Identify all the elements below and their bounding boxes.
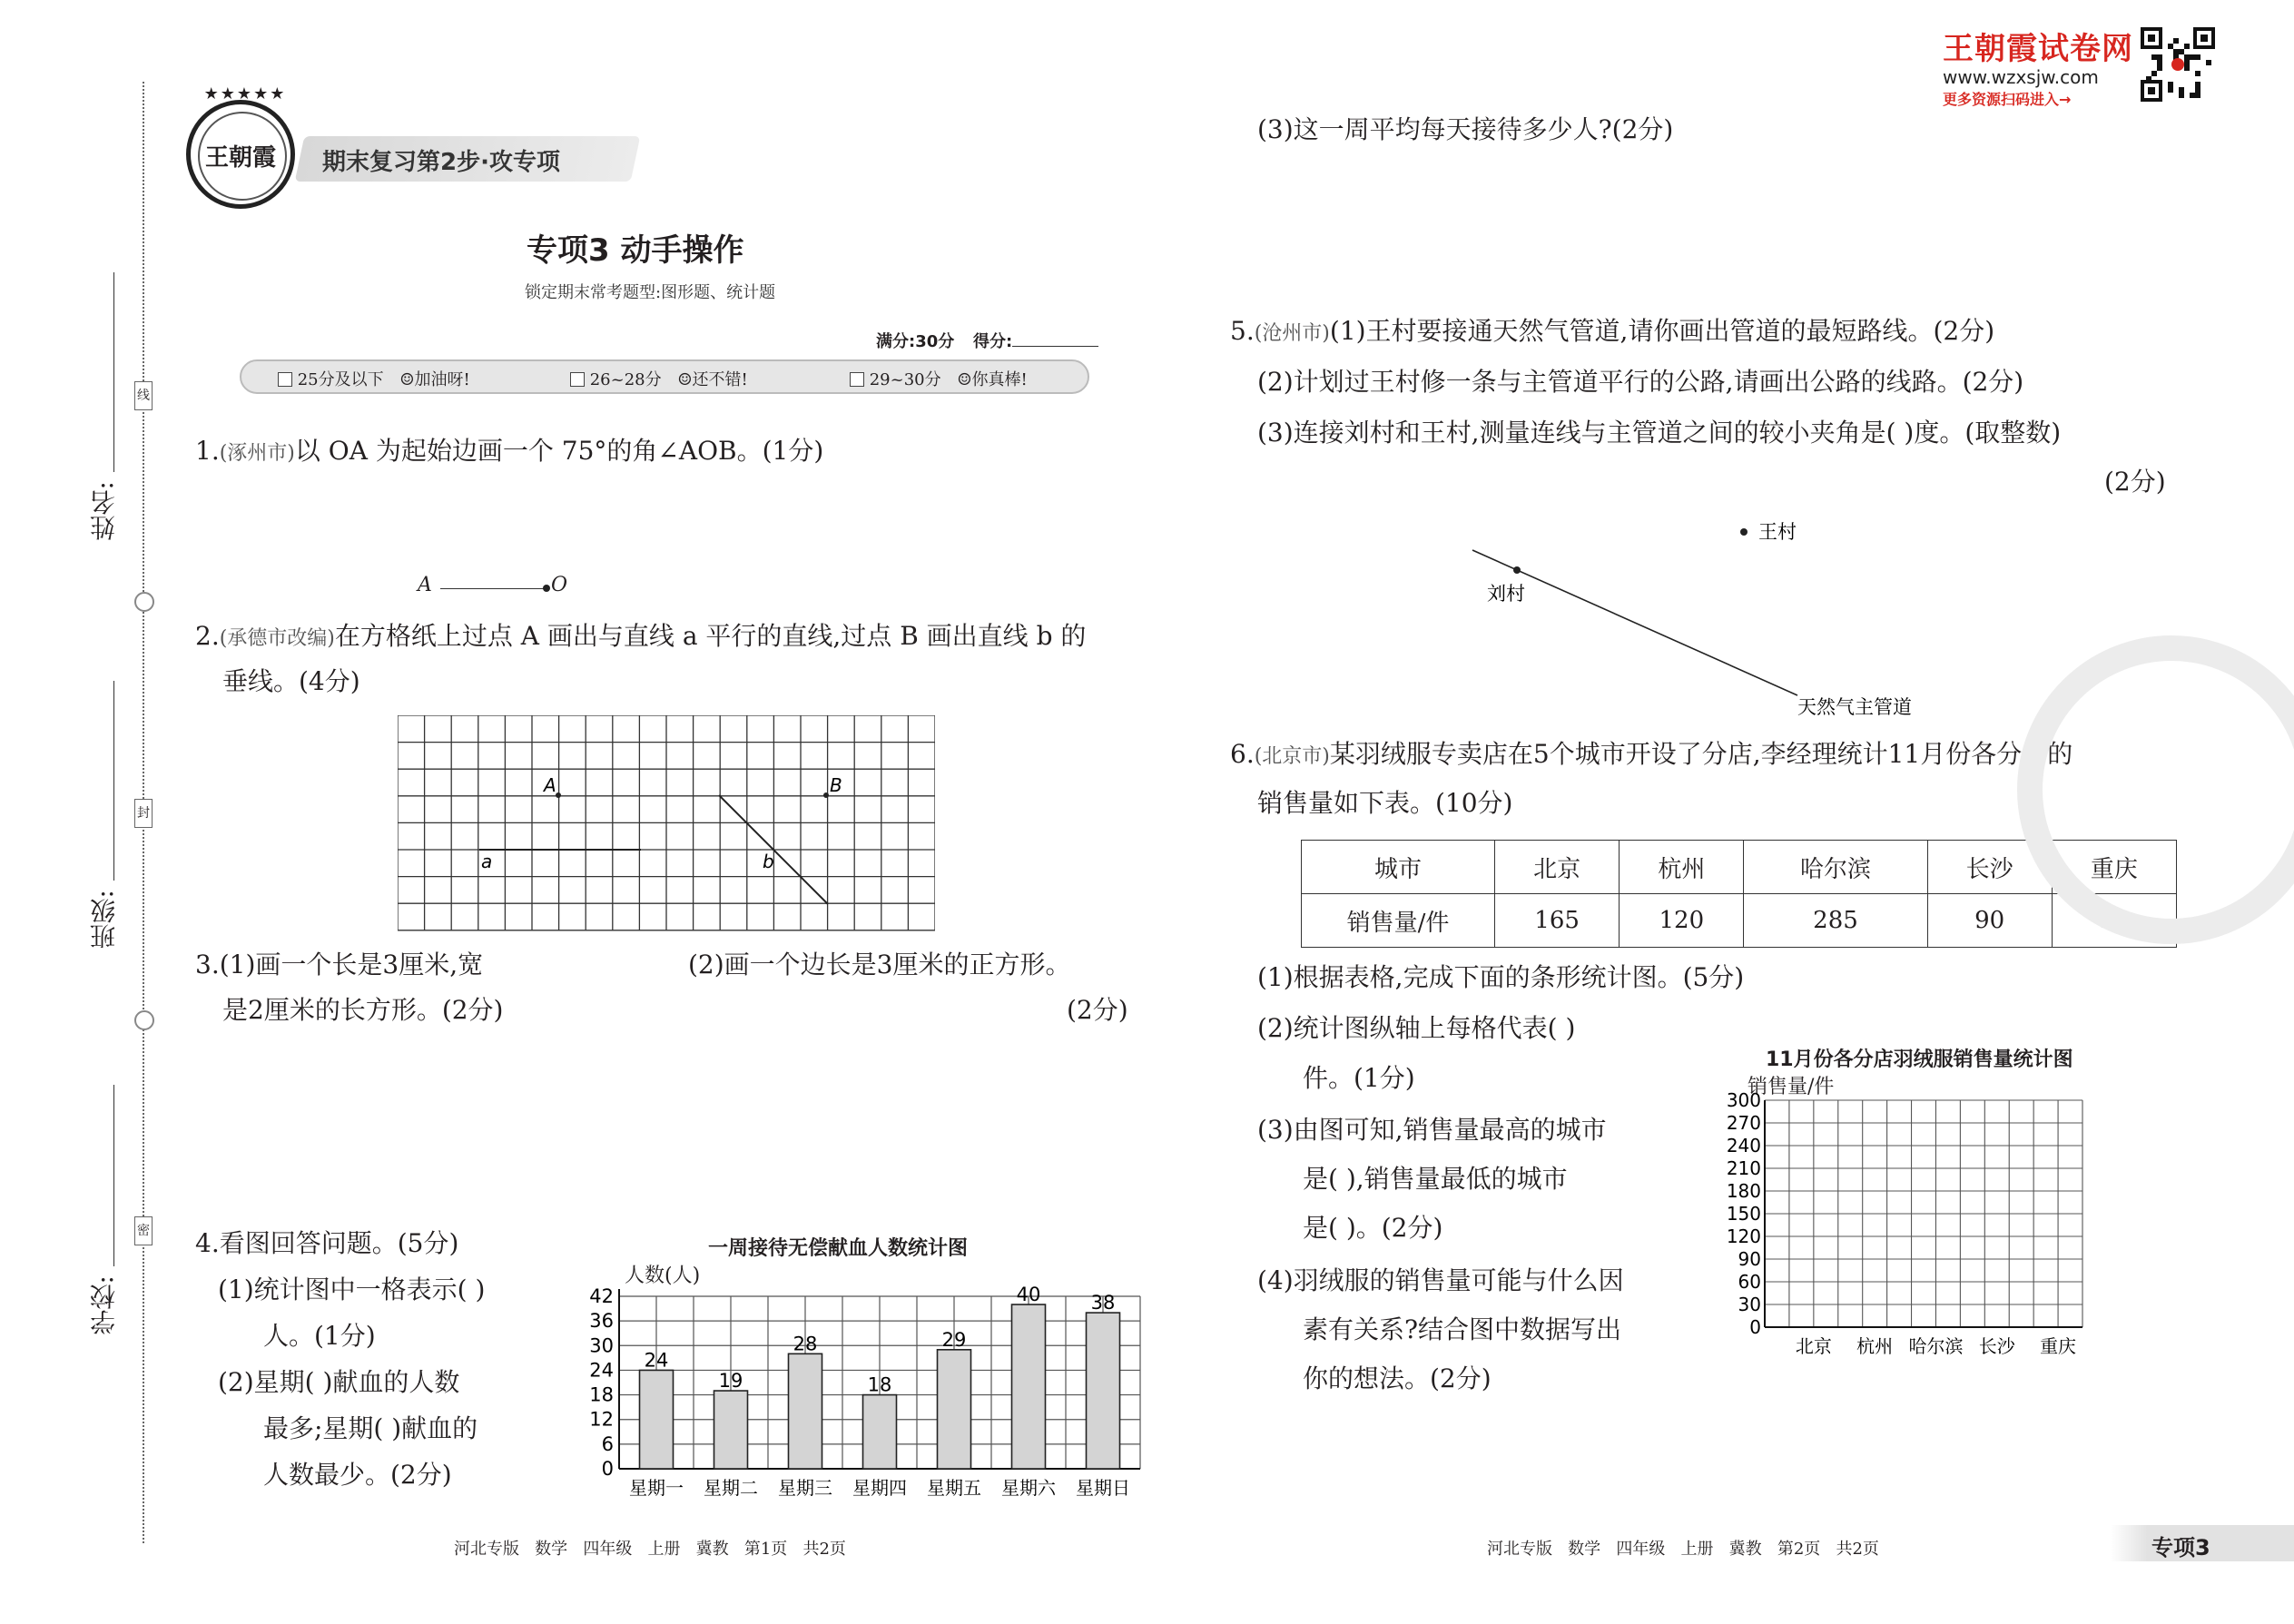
bar — [863, 1395, 897, 1469]
table-cell: 哈尔滨 — [1744, 841, 1927, 894]
y-tick-label: 36 — [589, 1310, 614, 1333]
question-4-sub1-line2: 人。(1分) — [263, 1321, 376, 1351]
wang-village-label: 王村 — [1758, 521, 1797, 543]
table-cell: 城市 — [1302, 841, 1495, 894]
question-4-sub2-line2: 最多;星期( )献血的 — [263, 1413, 478, 1443]
brand-scan-text: 更多资源扫码进入→ — [1943, 91, 2072, 108]
school-field[interactable] — [86, 1085, 119, 1375]
y-tick-label: 90 — [1738, 1248, 1761, 1270]
chart1-ylabel: 人数(人) — [625, 1265, 701, 1287]
footer-tab — [2111, 1525, 2294, 1561]
class-underline — [113, 681, 114, 881]
question-2: 2.(承德市改编)在方格纸上过点 A 画出与直线 a 平行的直线,过点 B 画出直线 b 的 — [195, 621, 1087, 651]
bar-value-label: 38 — [1090, 1292, 1116, 1314]
y-tick-label: 18 — [589, 1383, 614, 1406]
name-field[interactable] — [86, 272, 119, 563]
seal-marker: 封 — [134, 799, 153, 828]
y-tick-label: 270 — [1726, 1112, 1761, 1134]
brand-seal-logo: 王朝霞 ★★★★★ — [186, 100, 295, 209]
margin-dot — [134, 592, 154, 612]
table-cell: 285 — [1744, 894, 1927, 948]
class-label: 班级: — [89, 890, 119, 950]
question-3-part2: (2)画一个边长是3厘米的正方形。 — [688, 950, 1071, 979]
main-pipeline-line — [1472, 550, 1797, 695]
bar-value-label: 19 — [718, 1370, 743, 1393]
chart2-title: 11月份各分店羽绒服销售量统计图 — [1766, 1048, 2073, 1071]
chart1-title: 一周接待无偿献血人数统计图 — [708, 1237, 969, 1260]
smile-icon: ☺ — [957, 370, 972, 389]
bar — [789, 1353, 822, 1469]
chart2-ylabel: 销售量/件 — [1748, 1076, 1835, 1098]
question-6-sub1: (1)根据表格,完成下面的条形统计图。(5分) — [1257, 962, 1745, 992]
bar-value-label: 29 — [941, 1328, 967, 1351]
blood-donation-chart — [563, 1271, 1162, 1507]
question-5-sub3-score: (2分) — [2104, 467, 2166, 497]
table-cell: 北京 — [1495, 841, 1620, 894]
y-tick-label: 30 — [589, 1334, 614, 1357]
pipeline-label: 天然气主管道 — [1797, 696, 1912, 718]
question-6: 6.(北京市)某羽绒服专卖店在5个城市开设了分店,李经理统计11月份各分店的 — [1230, 739, 2073, 769]
question-2-line2: 垂线。(4分) — [222, 666, 360, 696]
question-4: 4.看图回答问题。(5分) — [195, 1228, 459, 1258]
table-cell: 重庆 — [2052, 841, 2176, 894]
question-6-sub3-line2: 是( ),销售量最低的城市 — [1303, 1164, 1568, 1194]
sales-bar-chart-grid[interactable] — [1689, 1089, 2142, 1362]
table-cell: 165 — [1495, 894, 1620, 948]
wang-village-point — [1740, 528, 1748, 536]
x-tick-label: 重庆 — [2040, 1335, 2077, 1357]
school-underline — [113, 1085, 114, 1266]
ray-oa-figure: A O — [418, 574, 568, 596]
table-cell: 120 — [1620, 894, 1744, 948]
question-3-part2-score: (2分) — [1067, 995, 1128, 1025]
seal-marker: 线 — [134, 381, 153, 410]
question-4-sub1: (1)统计图中一格表示( ) — [218, 1275, 486, 1304]
line-a-label: a — [481, 851, 493, 872]
y-tick-label: 120 — [1726, 1225, 1761, 1247]
table-cell: 长沙 — [1927, 841, 2052, 894]
x-tick-label: 长沙 — [1978, 1335, 2015, 1357]
y-tick-label: 0 — [1749, 1316, 1761, 1338]
y-tick-label: 24 — [589, 1359, 614, 1382]
bar-value-label: 40 — [1016, 1284, 1041, 1306]
footer-left: 河北专版 数学 四年级 上册 冀教 第1页 共2页 — [454, 1540, 846, 1559]
seal-marker: 密 — [134, 1216, 153, 1245]
village-map[interactable] — [1452, 508, 1961, 726]
point-b — [823, 792, 829, 798]
y-tick-label: 0 — [601, 1458, 614, 1480]
question-4-sub3: (3)这一周平均每天接待多少人?(2分) — [1257, 114, 1674, 144]
bar-value-label: 18 — [867, 1373, 892, 1396]
question-3-part1-line2: 是2厘米的长方形。(2分) — [222, 995, 504, 1025]
question-5: 5.(沧州市)(1)王村要接通天然气管道,请你画出管道的最短路线。(2分) — [1230, 316, 1995, 346]
rating-item[interactable]: 26~28分 ☺还不错! — [570, 367, 748, 390]
x-tick-label: 星期一 — [629, 1477, 684, 1499]
smile-icon: ☺ — [399, 370, 415, 389]
table-cell: 销售量/件 — [1302, 894, 1495, 948]
margin-dot — [134, 1010, 154, 1030]
footer-right: 河北专版 数学 四年级 上册 冀教 第2页 共2页 — [1487, 1540, 1879, 1559]
x-tick-label: 北京 — [1795, 1335, 1832, 1357]
point-a-label: A — [544, 774, 556, 796]
question-6-sub3-line3: 是( )。(2分) — [1303, 1213, 1443, 1243]
rating-bar — [240, 359, 1089, 394]
x-tick-label: 哈尔滨 — [1908, 1335, 1964, 1357]
y-tick-label: 30 — [1738, 1294, 1761, 1315]
bar — [1087, 1313, 1120, 1469]
smile-icon: ☺ — [677, 370, 693, 389]
x-tick-label: 杭州 — [1856, 1335, 1894, 1357]
grid-paper[interactable] — [398, 715, 935, 933]
qr-code-icon[interactable] — [2141, 27, 2215, 102]
question-5-sub2: (2)计划过王村修一条与主管道平行的公路,请画出公路的线路。(2分) — [1257, 367, 2024, 397]
y-tick-label: 150 — [1726, 1203, 1761, 1225]
y-tick-label: 42 — [589, 1285, 614, 1307]
school-label: 学校: — [89, 1275, 119, 1335]
bar — [938, 1350, 971, 1469]
bar — [714, 1391, 748, 1469]
brand-url: www.wzxsjw.com — [1943, 66, 2099, 88]
footer-tab-label: 专项3 — [2151, 1535, 2210, 1560]
bar — [640, 1370, 674, 1469]
question-4-sub2-line3: 人数最少。(2分) — [263, 1460, 452, 1490]
y-tick-label: 240 — [1726, 1135, 1761, 1156]
liu-village-point — [1513, 566, 1521, 574]
x-tick-label: 星期二 — [704, 1477, 758, 1499]
y-tick-label: 6 — [601, 1432, 614, 1455]
line-b-label: b — [763, 851, 774, 872]
y-tick-label: 210 — [1726, 1157, 1761, 1179]
question-6-sub3: (3)由图可知,销售量最高的城市 — [1257, 1115, 1607, 1145]
liu-village-label: 刘村 — [1487, 583, 1525, 605]
rating-item[interactable]: 29~30分 ☺你真棒! — [850, 367, 1028, 390]
x-tick-label: 星期五 — [927, 1477, 981, 1499]
x-tick-label: 星期日 — [1076, 1477, 1130, 1499]
table-cell: 杭州 — [1620, 841, 1744, 894]
y-tick-label: 60 — [1738, 1271, 1761, 1293]
score-full: 满分:30分 — [876, 332, 955, 351]
question-6-sub2: (2)统计图纵轴上每格代表( ) — [1257, 1013, 1576, 1043]
x-tick-label: 星期六 — [1001, 1477, 1056, 1499]
question-6-sub4-line3: 你的想法。(2分) — [1303, 1363, 1492, 1393]
question-6-sub2-line2: 件。(1分) — [1303, 1063, 1415, 1093]
y-tick-label: 180 — [1726, 1180, 1761, 1202]
bar-value-label: 28 — [793, 1333, 818, 1355]
class-field[interactable] — [86, 681, 119, 971]
question-6-line2: 销售量如下表。(10分) — [1257, 788, 1513, 818]
question-5-sub3: (3)连接刘村和王村,测量连线与主管道之间的较小夹角是( )度。(取整数) — [1257, 418, 2062, 448]
bar-value-label: 24 — [644, 1349, 669, 1372]
question-1: 1.(涿州市)以 OA 为起始边画一个 75°的角∠AOB。(1分) — [195, 436, 824, 466]
question-6-sub4-line2: 素有关系?结合图中数据写出 — [1303, 1314, 1622, 1344]
page-subtitle: 锁定期末常考题型:图形题、统计题 — [525, 283, 776, 302]
point-a — [556, 792, 561, 798]
banner-text: 期末复习第2步·攻专项 — [322, 149, 560, 176]
brand-name: 王朝霞试卷网 — [1943, 31, 2133, 67]
question-3-part1: 3.(1)画一个长是3厘米,宽 — [195, 950, 484, 979]
name-label: 姓名: — [89, 481, 119, 541]
point-b-label: B — [830, 774, 842, 796]
rating-item[interactable]: 25分及以下 ☺加油呀! — [278, 367, 470, 390]
y-tick-label: 12 — [589, 1408, 614, 1431]
table-cell: 53 — [2052, 894, 2176, 948]
bar — [1012, 1304, 1046, 1469]
table-cell: 90 — [1927, 894, 2052, 948]
y-tick-label: 300 — [1726, 1089, 1761, 1111]
page-title: 专项3 动手操作 — [527, 232, 744, 269]
score-got: 得分: — [973, 329, 1098, 352]
name-underline — [113, 272, 114, 472]
x-tick-label: 星期三 — [778, 1477, 832, 1499]
question-6-sub4: (4)羽绒服的销售量可能与什么因 — [1257, 1265, 1624, 1295]
x-tick-label: 星期四 — [852, 1477, 907, 1499]
question-4-sub2: (2)星期( )献血的人数 — [218, 1367, 460, 1397]
table-row — [1302, 894, 2177, 948]
